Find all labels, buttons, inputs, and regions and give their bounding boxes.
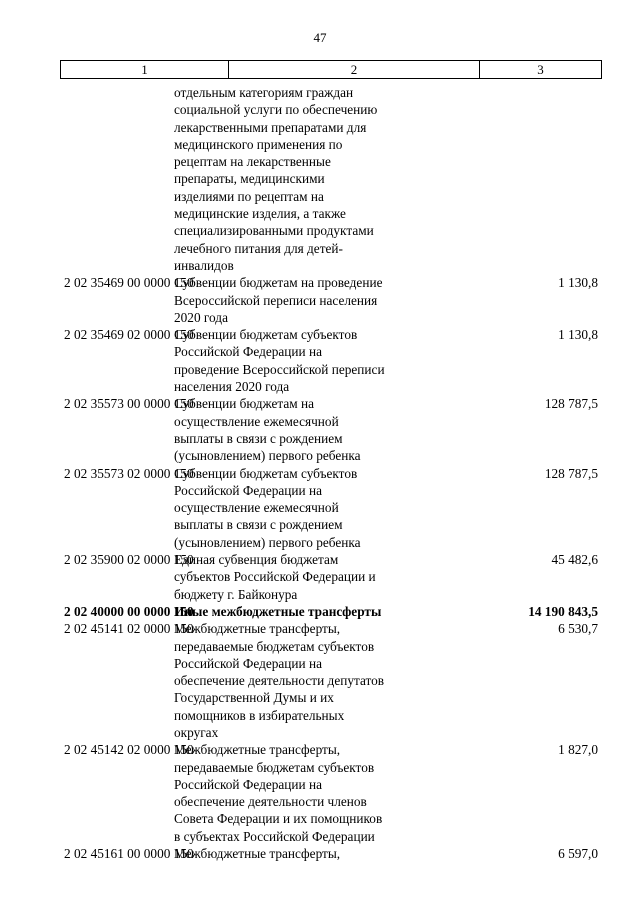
table-header: [60, 60, 602, 79]
row-name: Иные межбюджетные трансферты: [174, 603, 382, 619]
table-row: [0, 395, 640, 464]
row-amount: [420, 84, 598, 274]
header-col-1: 1: [61, 61, 229, 78]
row-code: 2 02 45161 00 0000 150: [64, 846, 194, 862]
row-code: 2 02 40000 00 0000 150: [64, 603, 194, 619]
table-row: [0, 741, 640, 845]
row-amount: 128 787,5: [544, 465, 598, 481]
table-row: [0, 845, 640, 862]
row-amount: 14 190 843,5: [528, 603, 598, 619]
row-amount: 1 130,8: [558, 275, 598, 291]
table-row-total: [0, 603, 640, 620]
row-name: отдельным категориям граждан социальной услуги по обеспечению лекарственными препаратами для медицинского применения по рецептам на лекарственные препараты, медицинскими изделиями по рецептам на медицинские изделия, а также специализированными продуктами лечебного питания для детей- инвалидов: [174, 85, 378, 273]
table-row: [0, 326, 640, 395]
row-code: [0, 84, 174, 274]
row-code: 2 02 35900 02 0000 150: [64, 552, 194, 568]
row-code: 2 02 35469 00 0000 150: [64, 275, 194, 291]
page-number: 47: [313, 30, 327, 45]
row-name: Субвенции бюджетам на осуществление ежемесячной выплаты в связи с рождением (усыновлением) первого ребенка: [174, 396, 361, 464]
row-amount: 1 130,8: [558, 327, 598, 343]
table-row: [0, 465, 640, 551]
row-code: 2 02 45142 02 0000 150: [64, 742, 194, 758]
table-row: [0, 551, 640, 603]
row-name: Субвенции бюджетам субъектов Российской Федерации на проведение Всероссийской переписи населения 2020 года: [174, 327, 385, 395]
row-code: 2 02 35573 02 0000 150: [64, 465, 194, 481]
table-row: [0, 620, 640, 741]
row-amount: 45 482,6: [551, 552, 598, 568]
row-amount: 6 597,0: [558, 846, 598, 862]
table-body: [0, 84, 640, 862]
row-amount: 6 530,7: [558, 621, 598, 637]
row-name: Межбюджетные трансферты, передаваемые бюджетам субъектов Российской Федерации на обеспечение деятельности членов Совета Федерации и их помощников в субъектах Российской Федерации: [174, 742, 383, 844]
row-name: Межбюджетные трансферты,: [174, 846, 341, 862]
row-name: Межбюджетные трансферты, передаваемые бюджетам субъектов Российской Федерации на обеспечение деятельности депутатов Государственной Думы и их помощников в избирательных округах: [174, 621, 385, 740]
row-name: Единая субвенция бюджетам субъектов Российской Федерации и бюджету г. Байконура: [174, 552, 376, 602]
header-col-3: 3: [537, 62, 544, 77]
row-code: 2 02 45141 02 0000 150: [64, 621, 194, 637]
header-col-2: 2: [229, 61, 480, 78]
row-name: Субвенции бюджетам субъектов Российской Федерации на осуществление ежемесячной выплаты в связи с рождением (усыновлением) первого ребенка: [174, 465, 361, 550]
row-code: 2 02 35469 02 0000 150: [64, 327, 194, 343]
row-name: Субвенции бюджетам на проведение Всероссийской переписи населения 2020 года: [174, 275, 383, 325]
table-row: [0, 274, 640, 326]
row-amount: 128 787,5: [544, 396, 598, 412]
table-row: [0, 84, 640, 274]
row-amount: 1 827,0: [558, 742, 598, 758]
row-code: 2 02 35573 00 0000 150: [64, 396, 194, 412]
